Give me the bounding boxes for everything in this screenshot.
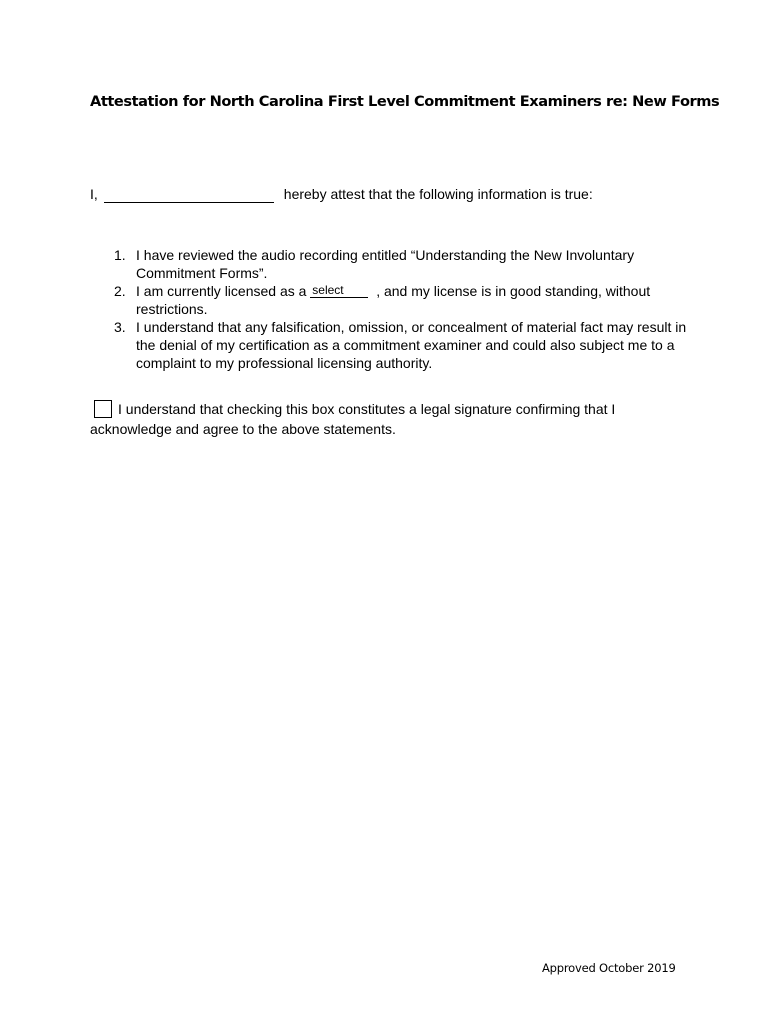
statement-list [108,246,688,372]
attest-prefix: I, [90,186,98,202]
statement-text: I have reviewed the audio recording entitled “Understanding the New Involuntary Commitment Forms”. [136,247,635,281]
statement-text-before: I am currently licensed as a [136,283,307,299]
approval-footer: Approved October 2019 [542,961,676,975]
statement-number: 3. [114,319,126,335]
attest-suffix: hereby attest that the following information is true: [283,186,593,202]
attestation-line [90,186,593,203]
acknowledgement-checkbox[interactable] [94,400,112,418]
statement-number: 2. [114,283,126,299]
statement-item [108,246,688,282]
statement-number: 1. [114,247,126,263]
name-field[interactable] [104,186,274,202]
acknowledgement-text: I understand that checking this box constitutes a legal signature confirming that I acknowledge and agree to the above statements. [90,401,616,437]
statement-text-after: , and my license is in good standing, without restrictions. [136,283,651,317]
acknowledgement [90,399,690,439]
document-title: Attestation for North Carolina First Level Commitment Examiners re: New Forms [90,93,720,110]
name-blank-line [104,186,274,203]
license-type-select[interactable]: select [310,284,368,298]
statement-item [108,282,688,318]
statement-text: I understand that any falsification, omission, or concealment of material fact may result in the denial of my certification as a commitment examiner and could also subject me to a complaint to my professional licensing authority. [136,319,687,371]
statement-item [108,318,688,372]
